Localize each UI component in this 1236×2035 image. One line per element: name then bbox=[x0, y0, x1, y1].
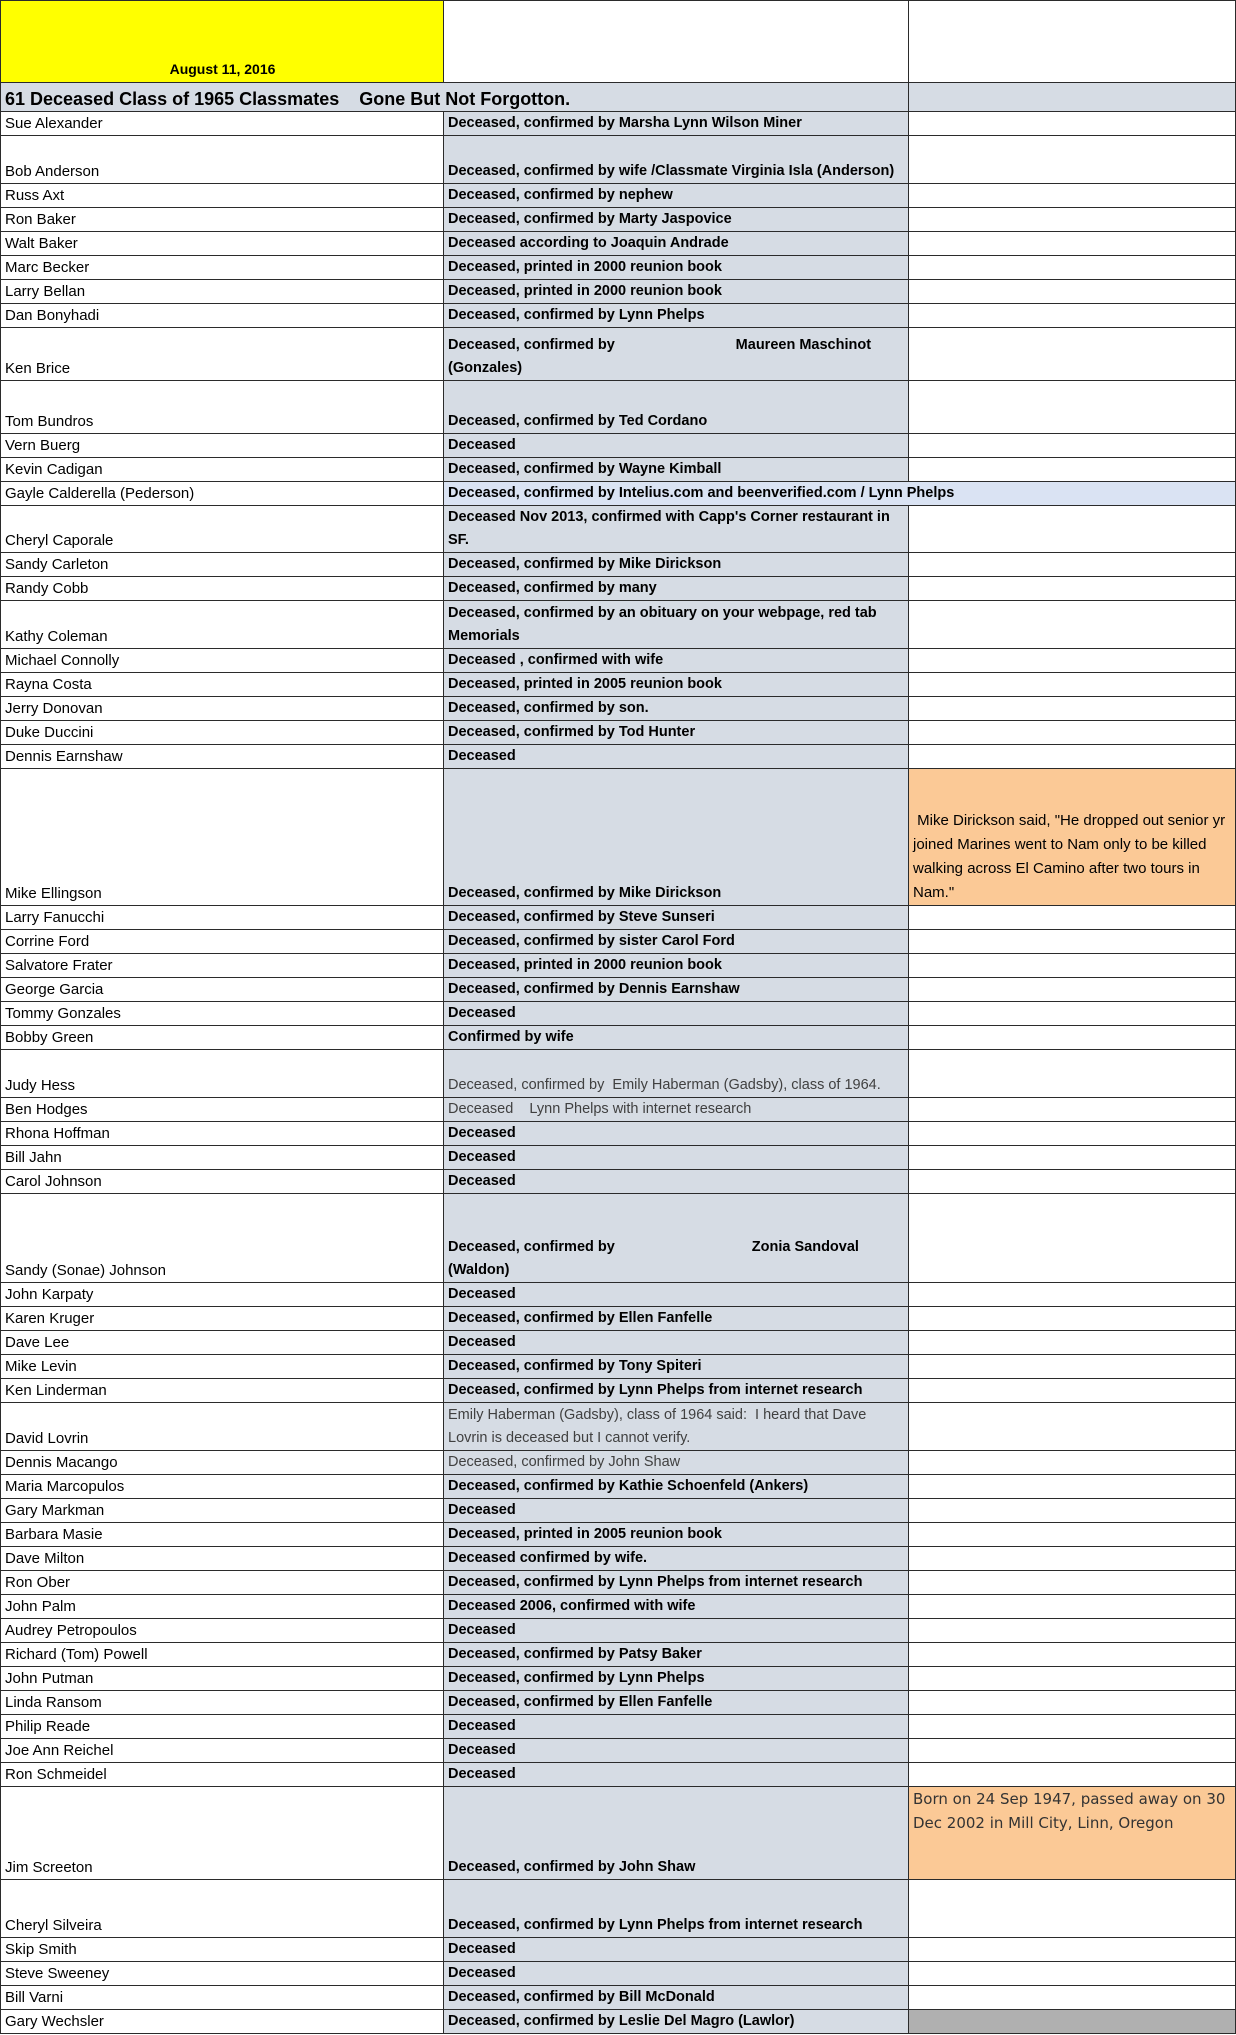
confirmation-cell[interactable]: Deceased, confirmed by Bill McDonald bbox=[444, 1986, 909, 2010]
confirmation-cell[interactable]: Deceased bbox=[444, 1962, 909, 1986]
classmate-name-cell[interactable]: Tom Bundros bbox=[1, 381, 444, 434]
classmate-name-cell[interactable]: Corrine Ford bbox=[1, 930, 444, 954]
empty-cell[interactable] bbox=[909, 1691, 1236, 1715]
confirmation-cell[interactable]: Deceased, confirmed by Zonia Sandoval (Waldon) bbox=[444, 1194, 909, 1283]
table-row bbox=[1, 1002, 1236, 1026]
table-row bbox=[1, 1331, 1236, 1355]
classmate-name-cell[interactable]: Dave Milton bbox=[1, 1547, 444, 1571]
table-row bbox=[1, 256, 1236, 280]
table-row bbox=[1, 577, 1236, 601]
table-row bbox=[1, 1667, 1236, 1691]
table-row bbox=[1, 1355, 1236, 1379]
classmate-name-cell[interactable]: Steve Sweeney bbox=[1, 1962, 444, 1986]
table-row bbox=[1, 1547, 1236, 1571]
empty-cell[interactable] bbox=[909, 136, 1236, 184]
classmate-name-cell[interactable]: Russ Axt bbox=[1, 184, 444, 208]
empty-cell[interactable] bbox=[909, 1194, 1236, 1283]
classmate-name-cell[interactable]: Mike Levin bbox=[1, 1355, 444, 1379]
confirmation-cell[interactable]: Deceased, confirmed by wife /Classmate Virginia Isla (Anderson) bbox=[444, 136, 909, 184]
empty-cell[interactable] bbox=[909, 458, 1236, 482]
classmate-name-cell[interactable]: Rhona Hoffman bbox=[1, 1122, 444, 1146]
table-row bbox=[1, 1763, 1236, 1787]
empty-cell[interactable] bbox=[909, 1986, 1236, 2010]
confirmation-cell[interactable]: Deceased bbox=[444, 1122, 909, 1146]
empty-cell[interactable] bbox=[909, 1002, 1236, 1026]
confirmation-cell[interactable]: Emily Haberman (Gadsby), class of 1964 said: I heard that Dave Lovrin is deceased but I cannot verify. bbox=[444, 1403, 909, 1451]
empty-cell[interactable] bbox=[909, 1619, 1236, 1643]
classmate-name-cell[interactable]: Ron Ober bbox=[1, 1571, 444, 1595]
confirmation-cell[interactable]: Deceased, confirmed by Leslie Del Magro (Lawlor) bbox=[444, 2010, 909, 2034]
confirmation-cell[interactable]: Deceased confirmed by wife. bbox=[444, 1547, 909, 1571]
empty-cell[interactable] bbox=[909, 2010, 1236, 2034]
classmate-name-cell[interactable]: Salvatore Frater bbox=[1, 954, 444, 978]
table-row bbox=[1, 1986, 1236, 2010]
empty-cell[interactable] bbox=[909, 577, 1236, 601]
empty-cell[interactable] bbox=[909, 1122, 1236, 1146]
confirmation-cell[interactable]: Deceased, confirmed by John Shaw bbox=[444, 1787, 909, 1880]
classmate-name-cell[interactable]: Ron Baker bbox=[1, 208, 444, 232]
classmate-name-cell[interactable]: Dennis Macango bbox=[1, 1451, 444, 1475]
table-row bbox=[1, 458, 1236, 482]
confirmation-cell[interactable]: Deceased, confirmed by sister Carol Ford bbox=[444, 930, 909, 954]
classmate-name-cell[interactable]: Bob Anderson bbox=[1, 136, 444, 184]
note-cell[interactable]: Mike Dirickson said, "He dropped out senior yr joined Marines went to Nam only to be killed walking across El Camino after two tours in Nam." bbox=[909, 769, 1236, 906]
classmate-name-cell[interactable]: Carol Johnson bbox=[1, 1170, 444, 1194]
table-row bbox=[1, 1403, 1236, 1451]
table-row bbox=[1, 1283, 1236, 1307]
classmate-name-cell[interactable]: Gary Wechsler bbox=[1, 2010, 444, 2034]
empty-cell[interactable] bbox=[909, 434, 1236, 458]
table-row bbox=[1, 649, 1236, 673]
confirmation-cell[interactable]: Deceased, confirmed by Mike Dirickson bbox=[444, 553, 909, 577]
confirmation-cell[interactable]: Deceased, confirmed by son. bbox=[444, 697, 909, 721]
confirmation-cell[interactable]: Deceased, confirmed by Maureen Maschinot (Gonzales) bbox=[444, 328, 909, 381]
confirmation-cell[interactable]: Deceased, confirmed by Lynn Phelps from internet research bbox=[444, 1880, 909, 1938]
classmate-name-cell[interactable]: Kevin Cadigan bbox=[1, 458, 444, 482]
empty-cell[interactable] bbox=[909, 1170, 1236, 1194]
confirmation-cell[interactable]: Deceased, printed in 2005 reunion book bbox=[444, 673, 909, 697]
classmate-name-cell[interactable]: Walt Baker bbox=[1, 232, 444, 256]
classmate-name-cell[interactable]: Ken Brice bbox=[1, 328, 444, 381]
confirmation-cell[interactable]: Deceased, confirmed by nephew bbox=[444, 184, 909, 208]
table-row bbox=[1, 1787, 1236, 1880]
confirmation-cell[interactable]: Deceased, confirmed by Mike Dirickson bbox=[444, 769, 909, 906]
table-row bbox=[1, 280, 1236, 304]
table-row bbox=[1, 482, 1236, 506]
table-row bbox=[1, 1050, 1236, 1098]
table-row bbox=[1, 208, 1236, 232]
empty-cell[interactable] bbox=[909, 745, 1236, 769]
table-row bbox=[1, 1307, 1236, 1331]
confirmation-cell[interactable]: Deceased, confirmed by Patsy Baker bbox=[444, 1643, 909, 1667]
empty-cell[interactable] bbox=[909, 1379, 1236, 1403]
classmate-name-cell[interactable]: Larry Fanucchi bbox=[1, 906, 444, 930]
table-row bbox=[1, 673, 1236, 697]
classmate-name-cell[interactable]: John Palm bbox=[1, 1595, 444, 1619]
confirmation-cell[interactable]: Deceased bbox=[444, 1938, 909, 1962]
confirmation-cell[interactable]: Deceased bbox=[444, 745, 909, 769]
classmate-name-cell[interactable]: Linda Ransom bbox=[1, 1691, 444, 1715]
classmate-name-cell[interactable]: Bill Varni bbox=[1, 1986, 444, 2010]
classmate-name-cell[interactable]: Bobby Green bbox=[1, 1026, 444, 1050]
classmate-name-cell[interactable]: Ben Hodges bbox=[1, 1098, 444, 1122]
table-row bbox=[1, 1194, 1236, 1283]
table-row bbox=[1, 1146, 1236, 1170]
classmate-name-cell[interactable]: Jerry Donovan bbox=[1, 697, 444, 721]
confirmation-cell[interactable]: Deceased, confirmed by an obituary on your webpage, red tab Memorials bbox=[444, 601, 909, 649]
empty-cell[interactable] bbox=[909, 1547, 1236, 1571]
empty-cell[interactable] bbox=[444, 1, 909, 83]
confirmation-cell[interactable]: Deceased , confirmed with wife bbox=[444, 649, 909, 673]
table-row bbox=[1, 697, 1236, 721]
table-row bbox=[1, 2010, 1236, 2034]
classmate-name-cell[interactable]: Maria Marcopulos bbox=[1, 1475, 444, 1499]
empty-cell[interactable] bbox=[909, 1146, 1236, 1170]
empty-cell[interactable] bbox=[909, 1763, 1236, 1787]
table-row bbox=[1, 232, 1236, 256]
empty-cell[interactable] bbox=[909, 1499, 1236, 1523]
classmate-name-cell[interactable]: John Putman bbox=[1, 1667, 444, 1691]
empty-cell[interactable] bbox=[909, 1571, 1236, 1595]
empty-cell[interactable] bbox=[909, 208, 1236, 232]
table-row bbox=[1, 184, 1236, 208]
confirmation-cell[interactable]: Deceased, confirmed by Kathie Schoenfeld (Ankers) bbox=[444, 1475, 909, 1499]
table-row bbox=[1, 601, 1236, 649]
classmate-name-cell[interactable]: Rayna Costa bbox=[1, 673, 444, 697]
classmate-name-cell[interactable]: Ken Linderman bbox=[1, 1379, 444, 1403]
table-row bbox=[1, 1739, 1236, 1763]
classmate-name-cell[interactable]: Dave Lee bbox=[1, 1331, 444, 1355]
confirmation-cell[interactable]: Deceased, confirmed by Intelius.com and beenverified.com / Lynn Phelps bbox=[444, 482, 1236, 506]
empty-cell[interactable] bbox=[909, 1050, 1236, 1098]
confirmation-cell[interactable]: Deceased, confirmed by Ted Cordano bbox=[444, 381, 909, 434]
classmate-name-cell[interactable]: Bill Jahn bbox=[1, 1146, 444, 1170]
classmate-name-cell[interactable]: Jim Screeton bbox=[1, 1787, 444, 1880]
classmate-name-cell[interactable]: Gary Markman bbox=[1, 1499, 444, 1523]
confirmation-cell[interactable]: Deceased, printed in 2005 reunion book bbox=[444, 1523, 909, 1547]
confirmation-cell[interactable]: Deceased bbox=[444, 1283, 909, 1307]
empty-cell[interactable] bbox=[909, 1331, 1236, 1355]
empty-cell[interactable] bbox=[909, 954, 1236, 978]
table-row bbox=[1, 954, 1236, 978]
table-row bbox=[1, 1571, 1236, 1595]
classmate-name-cell[interactable]: Barbara Masie bbox=[1, 1523, 444, 1547]
table-row bbox=[1, 1619, 1236, 1643]
table-row bbox=[1, 1122, 1236, 1146]
classmate-name-cell[interactable]: Larry Bellan bbox=[1, 280, 444, 304]
confirmation-cell[interactable]: Deceased bbox=[444, 1002, 909, 1026]
confirmation-cell[interactable]: Deceased, confirmed by Lynn Phelps bbox=[444, 1667, 909, 1691]
empty-cell[interactable] bbox=[909, 553, 1236, 577]
classmate-name-cell[interactable]: Richard (Tom) Powell bbox=[1, 1643, 444, 1667]
classmate-name-cell[interactable]: Sandy (Sonae) Johnson bbox=[1, 1194, 444, 1283]
empty-cell[interactable] bbox=[909, 1643, 1236, 1667]
confirmation-cell[interactable]: Deceased bbox=[444, 1170, 909, 1194]
empty-cell[interactable] bbox=[909, 1098, 1236, 1122]
empty-cell[interactable] bbox=[909, 906, 1236, 930]
table-row bbox=[1, 1523, 1236, 1547]
confirmation-cell[interactable]: Deceased, confirmed by John Shaw bbox=[444, 1451, 909, 1475]
empty-cell[interactable] bbox=[909, 328, 1236, 381]
empty-cell[interactable] bbox=[909, 1739, 1236, 1763]
table-row bbox=[1, 1098, 1236, 1122]
classmate-name-cell[interactable]: Tommy Gonzales bbox=[1, 1002, 444, 1026]
table-row bbox=[1, 769, 1236, 906]
table-row bbox=[1, 721, 1236, 745]
empty-cell[interactable] bbox=[909, 1962, 1236, 1986]
confirmation-cell[interactable]: Deceased, confirmed by Tony Spiteri bbox=[444, 1355, 909, 1379]
classmate-name-cell[interactable]: Joe Ann Reichel bbox=[1, 1739, 444, 1763]
classmate-name-cell[interactable]: Mike Ellingson bbox=[1, 769, 444, 906]
empty-cell[interactable] bbox=[909, 601, 1236, 649]
table-row bbox=[1, 1170, 1236, 1194]
empty-cell[interactable] bbox=[909, 304, 1236, 328]
confirmation-cell[interactable]: Deceased Nov 2013, confirmed with Capp's Corner restaurant in SF. bbox=[444, 506, 909, 553]
empty-cell[interactable] bbox=[909, 721, 1236, 745]
empty-cell[interactable] bbox=[909, 1523, 1236, 1547]
date-cell[interactable]: August 11, 2016 bbox=[1, 1, 444, 83]
table-row bbox=[1, 1962, 1236, 1986]
confirmation-cell[interactable]: Deceased, printed in 2000 reunion book bbox=[444, 954, 909, 978]
empty-cell[interactable] bbox=[909, 1307, 1236, 1331]
empty-cell[interactable] bbox=[909, 381, 1236, 434]
confirmation-cell[interactable]: Deceased, confirmed by Steve Sunseri bbox=[444, 906, 909, 930]
table-row bbox=[1, 1715, 1236, 1739]
classmate-name-cell[interactable]: Sue Alexander bbox=[1, 112, 444, 136]
confirmation-cell[interactable]: Deceased bbox=[444, 1739, 909, 1763]
confirmation-cell[interactable]: Deceased, confirmed by Wayne Kimball bbox=[444, 458, 909, 482]
table-row bbox=[1, 745, 1236, 769]
confirmation-cell[interactable]: Deceased, confirmed by Emily Haberman (Gadsby), class of 1964. bbox=[444, 1050, 909, 1098]
classmate-name-cell[interactable]: Randy Cobb bbox=[1, 577, 444, 601]
table-row bbox=[1, 1379, 1236, 1403]
confirmation-cell[interactable]: Deceased bbox=[444, 1715, 909, 1739]
empty-cell[interactable] bbox=[909, 1475, 1236, 1499]
table-row bbox=[1, 506, 1236, 553]
confirmation-cell[interactable]: Deceased bbox=[444, 1499, 909, 1523]
confirmation-cell[interactable]: Deceased, confirmed by Tod Hunter bbox=[444, 721, 909, 745]
empty-cell[interactable] bbox=[909, 506, 1236, 553]
classmate-name-cell[interactable]: Marc Becker bbox=[1, 256, 444, 280]
confirmation-cell[interactable]: Deceased according to Joaquin Andrade bbox=[444, 232, 909, 256]
table-row bbox=[1, 1026, 1236, 1050]
confirmation-cell[interactable]: Confirmed by wife bbox=[444, 1026, 909, 1050]
table-row bbox=[1, 1938, 1236, 1962]
sheet-title[interactable]: 61 Deceased Class of 1965 Classmates Gone But Not Forgotton. bbox=[1, 83, 909, 112]
confirmation-cell[interactable]: Deceased bbox=[444, 1763, 909, 1787]
empty-cell[interactable] bbox=[909, 1595, 1236, 1619]
confirmation-cell[interactable]: Deceased, confirmed by Lynn Phelps from internet research bbox=[444, 1379, 909, 1403]
table-row bbox=[1, 553, 1236, 577]
note-cell[interactable]: Born on 24 Sep 1947, passed away on 30 Dec 2002 in Mill City, Linn, Oregon bbox=[909, 1787, 1236, 1880]
confirmation-cell[interactable]: Deceased Lynn Phelps with internet research bbox=[444, 1098, 909, 1122]
table-row bbox=[1, 1499, 1236, 1523]
classmate-name-cell[interactable]: Vern Buerg bbox=[1, 434, 444, 458]
classmate-name-cell[interactable]: David Lovrin bbox=[1, 1403, 444, 1451]
confirmation-cell[interactable]: Deceased, confirmed by Ellen Fanfelle bbox=[444, 1691, 909, 1715]
confirmation-cell[interactable]: Deceased, printed in 2000 reunion book bbox=[444, 280, 909, 304]
confirmation-cell[interactable]: Deceased, confirmed by Dennis Earnshaw bbox=[444, 978, 909, 1002]
confirmation-cell[interactable]: Deceased bbox=[444, 1619, 909, 1643]
empty-cell[interactable] bbox=[909, 673, 1236, 697]
classmate-name-cell[interactable]: Audrey Petropoulos bbox=[1, 1619, 444, 1643]
classmate-name-cell[interactable]: Philip Reade bbox=[1, 1715, 444, 1739]
table-row bbox=[1, 1451, 1236, 1475]
empty-cell[interactable] bbox=[909, 280, 1236, 304]
table-row bbox=[1, 1595, 1236, 1619]
confirmation-cell[interactable]: Deceased, confirmed by many bbox=[444, 577, 909, 601]
empty-cell[interactable] bbox=[909, 1026, 1236, 1050]
classmate-name-cell[interactable]: Cheryl Caporale bbox=[1, 506, 444, 553]
table-row bbox=[1, 328, 1236, 381]
classmate-name-cell[interactable]: Ron Schmeidel bbox=[1, 1763, 444, 1787]
table-row bbox=[1, 906, 1236, 930]
confirmation-cell[interactable]: Deceased bbox=[444, 1146, 909, 1170]
confirmation-cell[interactable]: Deceased 2006, confirmed with wife bbox=[444, 1595, 909, 1619]
classmate-name-cell[interactable]: Judy Hess bbox=[1, 1050, 444, 1098]
confirmation-cell[interactable]: Deceased, confirmed by Lynn Phelps bbox=[444, 304, 909, 328]
classmate-name-cell[interactable]: Cheryl Silveira bbox=[1, 1880, 444, 1938]
empty-cell[interactable] bbox=[909, 1, 1236, 83]
empty-cell[interactable] bbox=[909, 1938, 1236, 1962]
empty-cell[interactable] bbox=[909, 1667, 1236, 1691]
empty-cell[interactable] bbox=[909, 1403, 1236, 1451]
classmate-name-cell[interactable]: Gayle Calderella (Pederson) bbox=[1, 482, 444, 506]
table-row bbox=[1, 136, 1236, 184]
table-row bbox=[1, 930, 1236, 954]
table-row bbox=[1, 434, 1236, 458]
table-row bbox=[1, 1880, 1236, 1938]
table-row bbox=[1, 1691, 1236, 1715]
empty-cell[interactable] bbox=[909, 978, 1236, 1002]
empty-cell[interactable] bbox=[909, 232, 1236, 256]
empty-cell[interactable] bbox=[909, 184, 1236, 208]
table-row bbox=[1, 1475, 1236, 1499]
confirmation-cell[interactable]: Deceased bbox=[444, 1331, 909, 1355]
confirmation-cell[interactable]: Deceased, confirmed by Marty Jaspovice bbox=[444, 208, 909, 232]
empty-cell[interactable] bbox=[909, 697, 1236, 721]
table-row bbox=[1, 1643, 1236, 1667]
empty-cell[interactable] bbox=[909, 1283, 1236, 1307]
classmate-name-cell[interactable]: Sandy Carleton bbox=[1, 553, 444, 577]
classmate-name-cell[interactable]: Michael Connolly bbox=[1, 649, 444, 673]
confirmation-cell[interactable]: Deceased, printed in 2000 reunion book bbox=[444, 256, 909, 280]
empty-cell[interactable] bbox=[909, 1355, 1236, 1379]
classmate-name-cell[interactable]: Duke Duccini bbox=[1, 721, 444, 745]
empty-cell[interactable] bbox=[909, 930, 1236, 954]
confirmation-cell[interactable]: Deceased, confirmed by Lynn Phelps from internet research bbox=[444, 1571, 909, 1595]
empty-cell[interactable] bbox=[909, 112, 1236, 136]
classmate-name-cell[interactable]: Dan Bonyhadi bbox=[1, 304, 444, 328]
classmate-name-cell[interactable]: John Karpaty bbox=[1, 1283, 444, 1307]
confirmation-cell[interactable]: Deceased bbox=[444, 434, 909, 458]
confirmation-cell[interactable]: Deceased, confirmed by Ellen Fanfelle bbox=[444, 1307, 909, 1331]
empty-cell[interactable] bbox=[909, 83, 1236, 112]
empty-cell[interactable] bbox=[909, 1451, 1236, 1475]
classmate-name-cell[interactable]: Karen Kruger bbox=[1, 1307, 444, 1331]
table-row bbox=[1, 304, 1236, 328]
empty-cell[interactable] bbox=[909, 256, 1236, 280]
table-row bbox=[1, 978, 1236, 1002]
classmate-name-cell[interactable]: Skip Smith bbox=[1, 1938, 444, 1962]
table-row bbox=[1, 381, 1236, 434]
classmate-name-cell[interactable]: George Garcia bbox=[1, 978, 444, 1002]
classmate-name-cell[interactable]: Dennis Earnshaw bbox=[1, 745, 444, 769]
empty-cell[interactable] bbox=[909, 1880, 1236, 1938]
confirmation-cell[interactable]: Deceased, confirmed by Marsha Lynn Wilson Miner bbox=[444, 112, 909, 136]
classmate-name-cell[interactable]: Kathy Coleman bbox=[1, 601, 444, 649]
empty-cell[interactable] bbox=[909, 649, 1236, 673]
table-row bbox=[1, 112, 1236, 136]
empty-cell[interactable] bbox=[909, 1715, 1236, 1739]
